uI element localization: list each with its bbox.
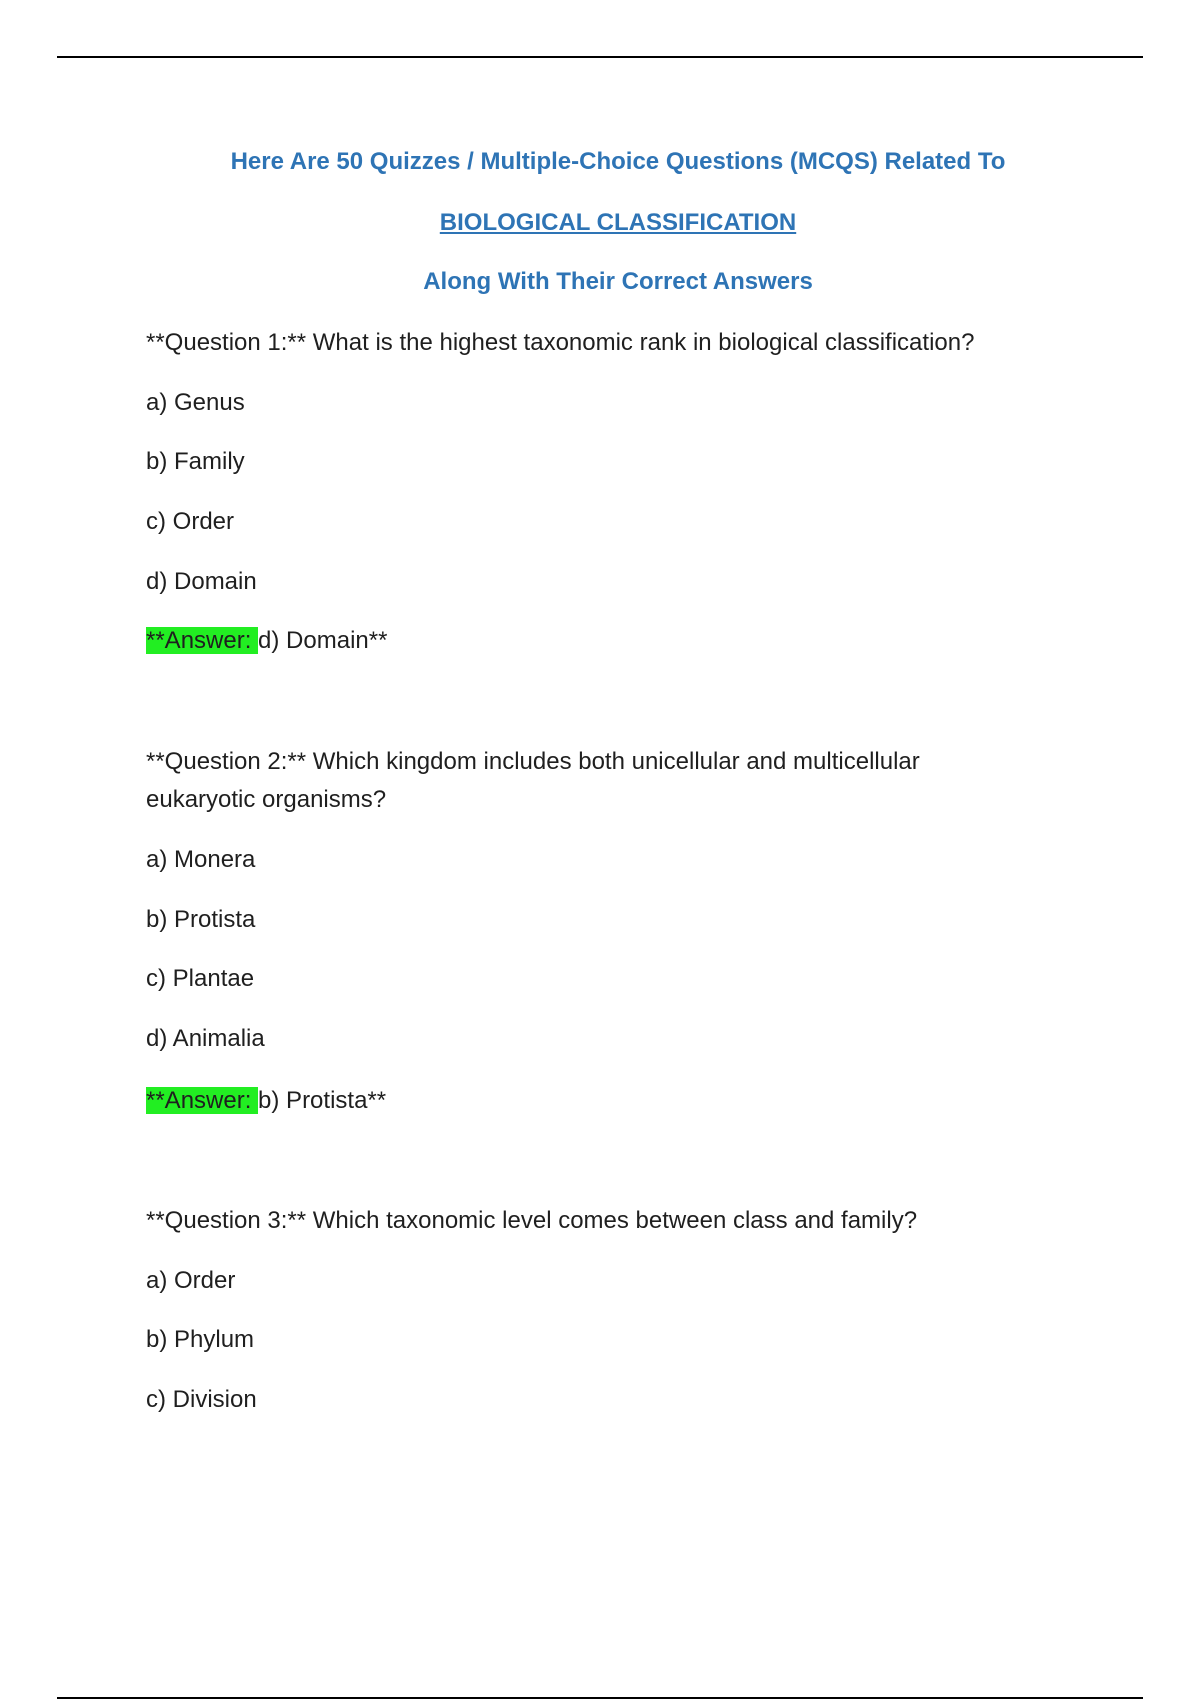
question-2-text-continued: eukaryotic organisms? <box>146 786 387 813</box>
question-2-text <box>146 746 920 778</box>
question-prefix: **Question 1:** <box>146 329 307 356</box>
answer-label: **Answer: <box>146 1087 259 1114</box>
answer-value: d) Domain** <box>258 627 388 654</box>
title-line-1: Here Are 50 Quizzes / Multiple-Choice Questions (MCQS) Related To <box>230 148 1006 175</box>
question-prefix: **Question 3:** <box>146 1207 307 1234</box>
question-1-option-b: b) Family <box>146 448 245 475</box>
answer-label: **Answer: <box>146 627 259 654</box>
question-3-text <box>146 1205 917 1237</box>
question-2-option-c: c) Plantae <box>146 965 255 992</box>
question-body: Which taxonomic level comes between class and family? <box>306 1207 918 1234</box>
answer-value: b) Protista** <box>258 1087 387 1114</box>
title-line-3: Along With Their Correct Answers <box>423 268 813 295</box>
question-1-option-a: a) Genus <box>146 389 245 416</box>
bottom-rule <box>57 1697 1143 1699</box>
question-prefix: **Question 2:** <box>146 748 307 775</box>
question-2-answer <box>146 1085 386 1117</box>
question-1-option-d: d) Domain <box>146 568 257 595</box>
question-2-option-a: a) Monera <box>146 846 256 873</box>
top-rule <box>57 56 1143 58</box>
question-body: What is the highest taxonomic rank in biological classification? <box>306 329 975 356</box>
title-topic: BIOLOGICAL CLASSIFICATION <box>439 209 797 236</box>
question-1-text <box>146 327 974 359</box>
question-3-option-c: c) Division <box>146 1386 257 1413</box>
question-3-option-b: b) Phylum <box>146 1326 255 1353</box>
question-body: Which kingdom includes both unicellular and multicellular <box>306 748 920 775</box>
question-1-answer <box>146 625 387 657</box>
question-1-option-c: c) Order <box>146 508 235 535</box>
question-3-option-a: a) Order <box>146 1267 236 1294</box>
question-2-option-d: d) Animalia <box>146 1025 265 1052</box>
question-2-option-b: b) Protista <box>146 906 256 933</box>
